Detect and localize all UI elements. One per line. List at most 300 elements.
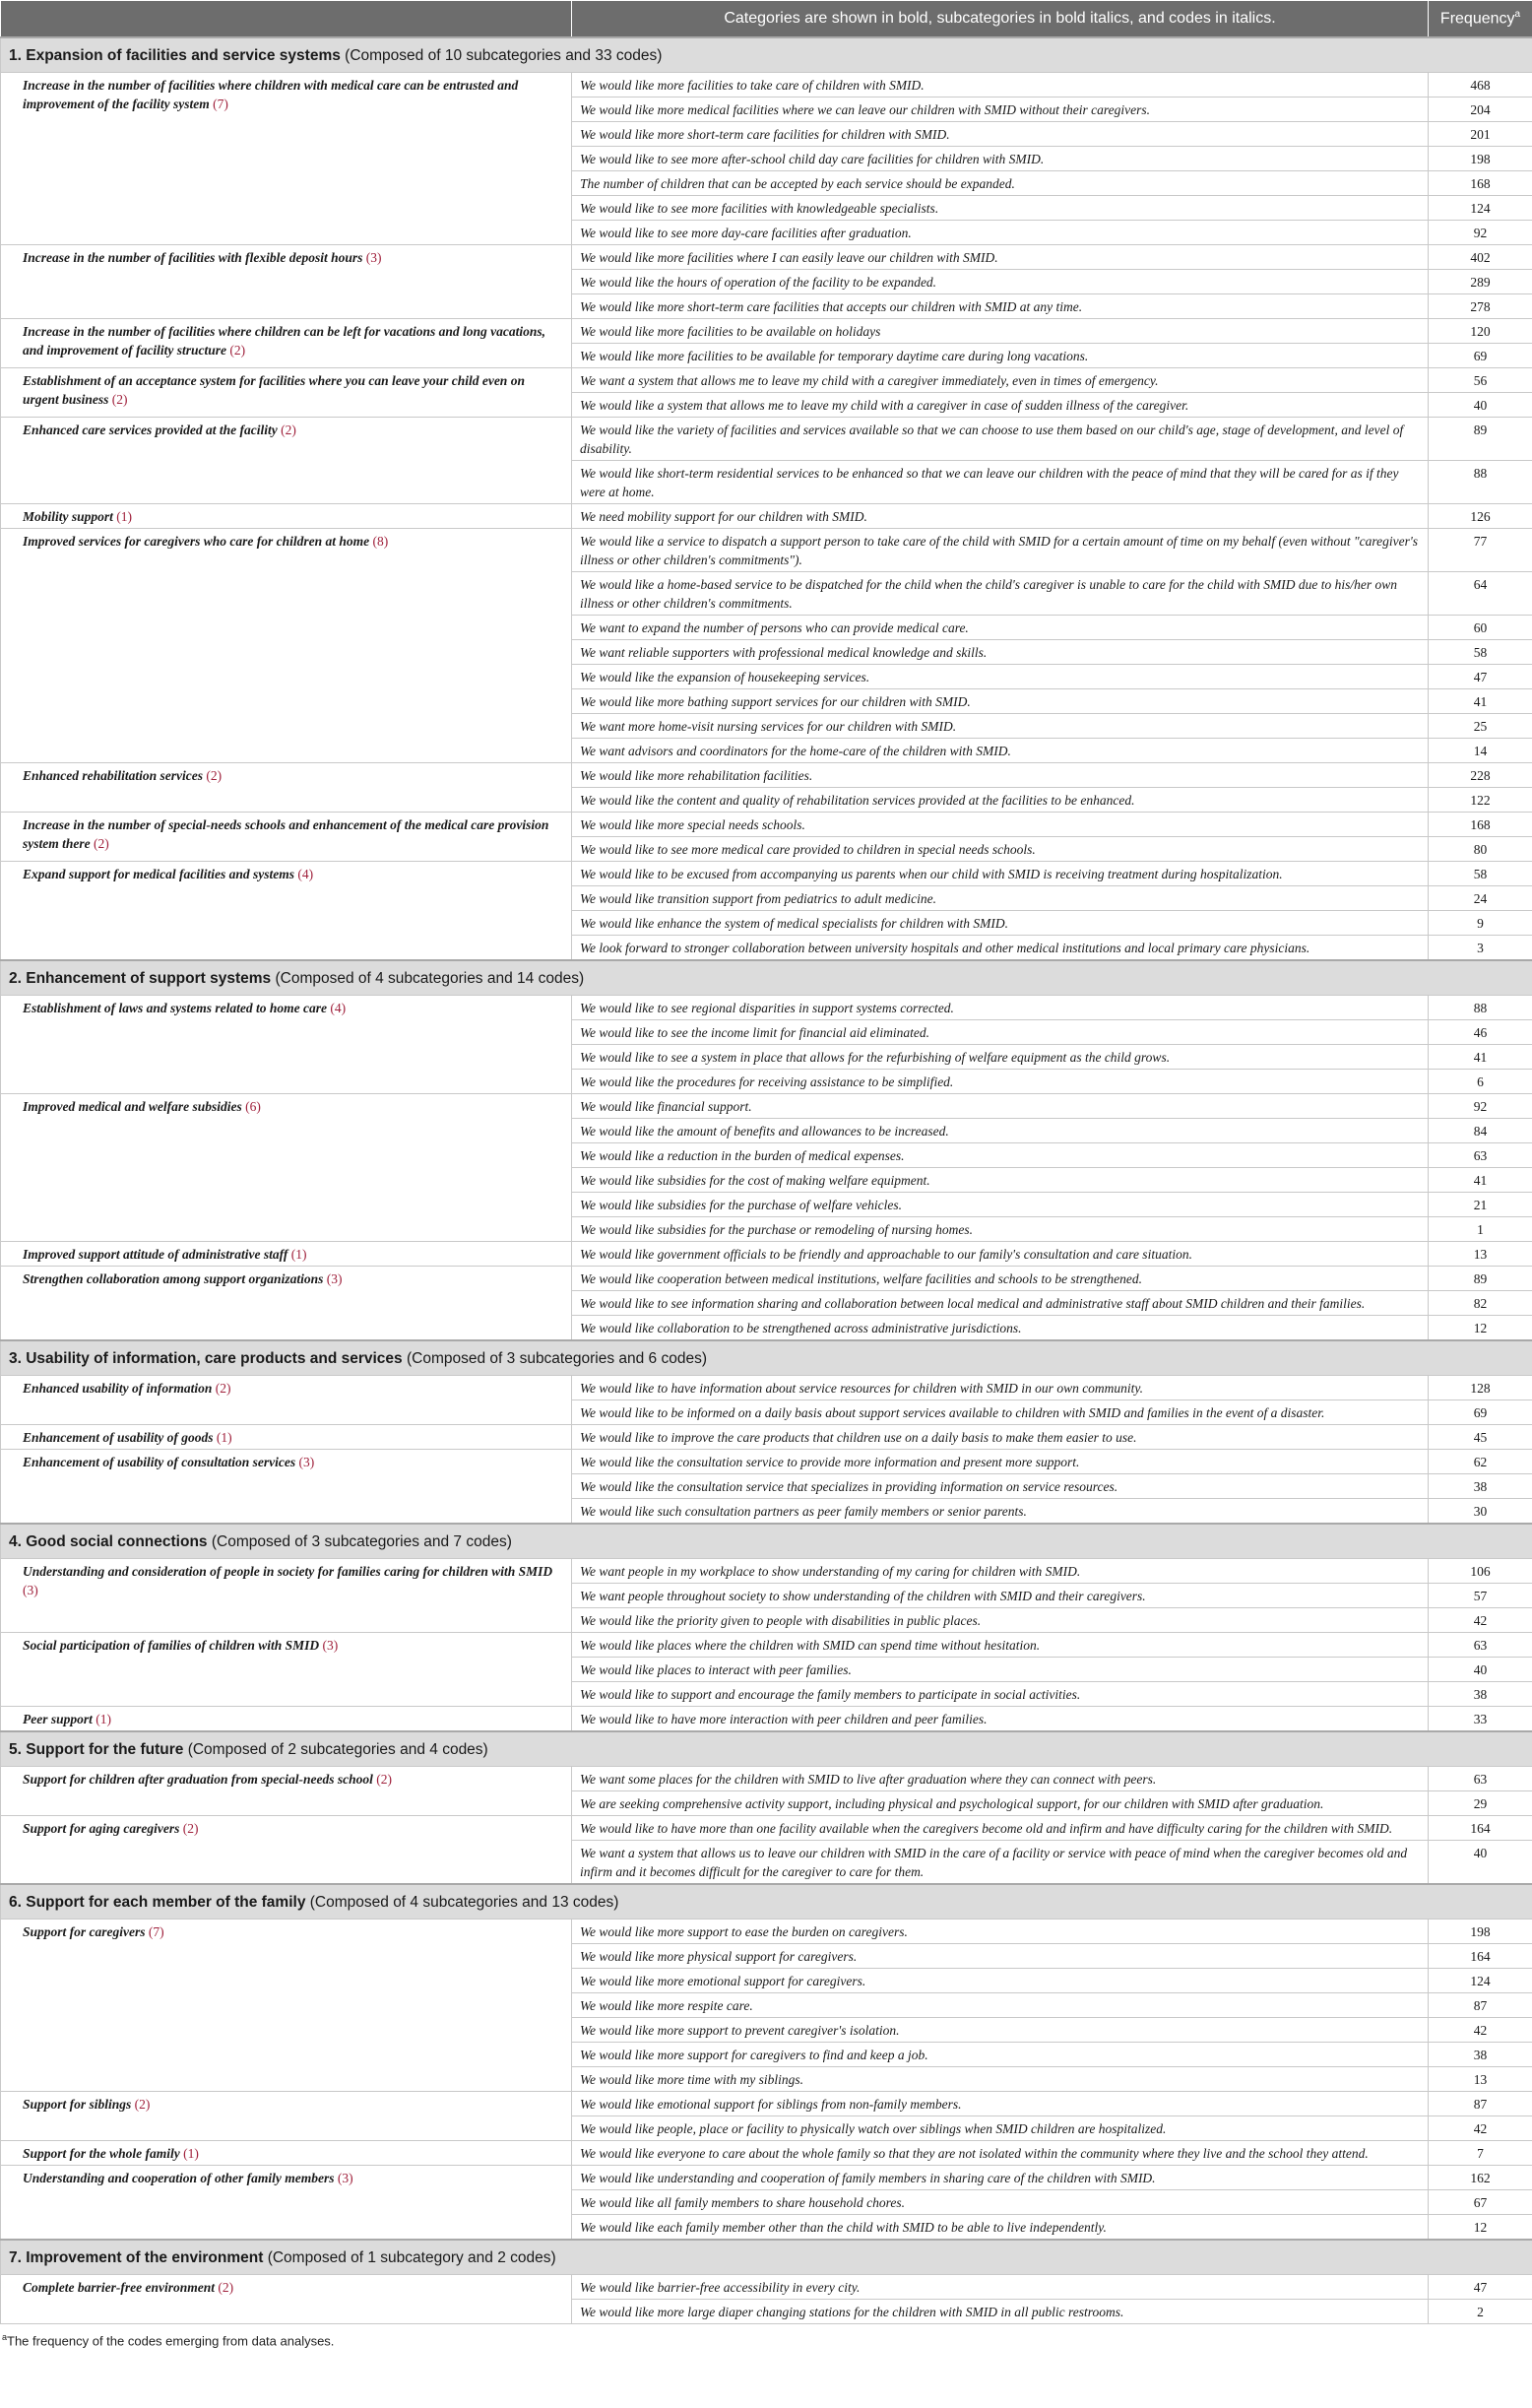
code-text: We would like to have more interaction with peer children and peer families. (572, 1707, 1429, 1732)
code-text: We would like each family member other than the child with SMID to be able to live independently. (572, 2215, 1429, 2241)
code-frequency: 42 (1429, 1608, 1532, 1633)
subcategory-cell (1, 1450, 572, 1525)
subcategory-name: Mobility support (23, 509, 113, 524)
code-text: We would like more facilities to take care of children with SMID. (572, 73, 1429, 98)
code-text: We would like to support and encourage the family members to participate in social activities. (572, 1682, 1429, 1707)
subcategory-cell (1, 1376, 572, 1425)
code-frequency: 21 (1429, 1193, 1532, 1217)
code-row (1, 813, 1532, 837)
code-frequency: 7 (1429, 2141, 1532, 2166)
code-frequency: 60 (1429, 616, 1532, 640)
code-text: We would like more respite care. (572, 1993, 1429, 2018)
subcategory-cell (1, 504, 572, 529)
category-composition: (Composed of 3 subcategories and 6 codes) (406, 1350, 707, 1367)
subcategory-cell (1, 862, 572, 961)
code-text: We would like subsidies for the purchase or remodeling of nursing homes. (572, 1217, 1429, 1242)
subcategory-name: Understanding and cooperation of other family members (23, 2171, 335, 2185)
code-row (1, 319, 1532, 344)
code-frequency: 25 (1429, 714, 1532, 739)
code-text: We would like a home-based service to be dispatched for the child when the child's caregiver is unable to care for the child with SMID due to his/her own illness or other children's commitments. (572, 572, 1429, 616)
code-frequency: 57 (1429, 1584, 1532, 1608)
subcategory-code-count: (3) (326, 1271, 343, 1286)
code-frequency: 47 (1429, 2275, 1532, 2300)
code-text: We would like to be informed on a daily basis about support services available to children with SMID and families in the event of a disaster. (572, 1400, 1429, 1425)
code-frequency: 63 (1429, 1767, 1532, 1791)
code-row (1, 2166, 1532, 2190)
code-row (1, 2092, 1532, 2116)
subcategory-code-count: (3) (298, 1455, 315, 1469)
frequency-label: Frequency (1439, 10, 1515, 28)
code-frequency: 33 (1429, 1707, 1532, 1732)
code-frequency: 168 (1429, 813, 1532, 837)
code-frequency: 12 (1429, 2215, 1532, 2241)
code-frequency: 164 (1429, 1816, 1532, 1841)
code-frequency: 38 (1429, 2043, 1532, 2067)
subcategory-cell (1, 2166, 572, 2241)
code-row (1, 2275, 1532, 2300)
subcategory-code-count: (3) (23, 1583, 38, 1597)
code-text: We would like a system that allows me to leave my child with a caregiver in case of sudden illness of the caregiver. (572, 393, 1429, 418)
code-row (1, 1450, 1532, 1474)
code-text: We would like emotional support for siblings from non-family members. (572, 2092, 1429, 2116)
subcategory-cell (1, 2275, 572, 2324)
subcategory-cell (1, 763, 572, 813)
code-frequency: 56 (1429, 368, 1532, 393)
subcategory-code-count: (3) (322, 1638, 339, 1653)
category-composition: (Composed of 10 subcategories and 33 codes) (345, 47, 663, 64)
subcategory-cell (1, 996, 572, 1094)
code-text: We would like government officials to be friendly and approachable to our family's consultation and care situation. (572, 1242, 1429, 1267)
subcategory-code-count: (1) (116, 509, 133, 524)
code-text: We would like more support for caregivers to find and keep a job. (572, 2043, 1429, 2067)
code-text: We would like the content and quality of rehabilitation services provided at the facilities to be enhanced. (572, 788, 1429, 813)
code-text: We would like subsidies for the cost of making welfare equipment. (572, 1168, 1429, 1193)
code-row (1, 862, 1532, 886)
category-row (1, 1340, 1532, 1376)
code-frequency: 63 (1429, 1633, 1532, 1658)
code-text: The number of children that can be accepted by each service should be expanded. (572, 171, 1429, 196)
code-frequency: 201 (1429, 122, 1532, 147)
code-frequency: 42 (1429, 2116, 1532, 2141)
code-frequency: 198 (1429, 1920, 1532, 1944)
code-text: We would like to see regional disparities in support systems corrected. (572, 996, 1429, 1020)
code-text: We would like to see information sharing and collaboration between local medical and administrative staff about SMID children and their families. (572, 1291, 1429, 1316)
code-text: We would like to see the income limit for financial aid eliminated. (572, 1020, 1429, 1045)
code-text: We want more home-visit nursing services for our children with SMID. (572, 714, 1429, 739)
subcategory-name: Social participation of families of children with SMID (23, 1638, 320, 1653)
code-frequency: 82 (1429, 1291, 1532, 1316)
code-text: We would like more special needs schools. (572, 813, 1429, 837)
code-text: We would like subsidies for the purchase of welfare vehicles. (572, 1193, 1429, 1217)
code-frequency: 13 (1429, 1242, 1532, 1267)
code-frequency: 47 (1429, 665, 1532, 689)
subcategory-cell (1, 1707, 572, 1732)
code-text: We would like to be excused from accompanying us parents when our child with SMID is receiving treatment during hospitalization. (572, 862, 1429, 886)
code-text: We want some places for the children with SMID to live after graduation where they can connect with peers. (572, 1767, 1429, 1791)
code-text: We would like more medical facilities where we can leave our children with SMID without their caregivers. (572, 98, 1429, 122)
subcategory-cell (1, 2141, 572, 2166)
subcategory-name: Support for the whole family (23, 2146, 180, 2161)
code-frequency: 12 (1429, 1316, 1532, 1341)
subcategory-code-count: (6) (245, 1099, 261, 1114)
code-frequency: 30 (1429, 1499, 1532, 1525)
code-frequency: 41 (1429, 1045, 1532, 1070)
code-row (1, 245, 1532, 270)
code-frequency: 84 (1429, 1119, 1532, 1143)
code-frequency: 120 (1429, 319, 1532, 344)
footnote-mark: a (2, 2332, 8, 2342)
header-col-3 (1429, 1, 1532, 38)
category-title: 5. Support for the future (9, 1741, 184, 1758)
code-text: We would like the consultation service that specializes in providing information on service resources. (572, 1474, 1429, 1499)
code-frequency: 228 (1429, 763, 1532, 788)
category-cell (1, 1731, 1532, 1767)
code-text: We would like the hours of operation of the facility to be expanded. (572, 270, 1429, 294)
code-frequency: 1 (1429, 1217, 1532, 1242)
code-frequency: 89 (1429, 418, 1532, 461)
code-frequency: 80 (1429, 837, 1532, 862)
code-text: We would like understanding and cooperation of family members in sharing care of the children with SMID. (572, 2166, 1429, 2190)
code-frequency: 106 (1429, 1559, 1532, 1584)
code-text: We would like enhance the system of medical specialists for children with SMID. (572, 911, 1429, 936)
code-text: We would like more support to ease the burden on caregivers. (572, 1920, 1429, 1944)
subcategory-cell (1, 1094, 572, 1242)
code-text: We would like such consultation partners as peer family members or senior parents. (572, 1499, 1429, 1525)
code-text: We would like cooperation between medical institutions, welfare facilities and schools to be strengthened. (572, 1267, 1429, 1291)
code-frequency: 62 (1429, 1450, 1532, 1474)
code-text: We would like to have information about service resources for children with SMID in our own community. (572, 1376, 1429, 1400)
code-row (1, 763, 1532, 788)
category-cell (1, 1524, 1532, 1559)
code-frequency: 198 (1429, 147, 1532, 171)
subcategory-code-count: (2) (94, 836, 109, 851)
code-text: We would like more emotional support for caregivers. (572, 1969, 1429, 1993)
code-row (1, 73, 1532, 98)
code-text: We would like more physical support for caregivers. (572, 1944, 1429, 1969)
code-text: We want reliable supporters with professional medical knowledge and skills. (572, 640, 1429, 665)
frequency-footnote-mark: a (1514, 9, 1521, 21)
code-text: We would like places where the children with SMID can spend time without hesitation. (572, 1633, 1429, 1658)
subcategory-code-count: (2) (111, 392, 128, 407)
code-frequency: 41 (1429, 1168, 1532, 1193)
subcategory-code-count: (3) (365, 250, 382, 265)
subcategory-code-count: (1) (183, 2146, 199, 2161)
table-footnote (0, 2324, 1532, 2348)
code-frequency: 168 (1429, 171, 1532, 196)
subcategory-cell (1, 2092, 572, 2141)
subcategory-code-count: (2) (218, 2280, 234, 2295)
footnote-text: The frequency of the codes emerging from data analyses. (7, 2333, 335, 2349)
code-frequency: 40 (1429, 1841, 1532, 1885)
category-title: 7. Improvement of the environment (9, 2249, 264, 2266)
code-row (1, 996, 1532, 1020)
code-text: We would like more facilities where I can easily leave our children with SMID. (572, 245, 1429, 270)
code-text: We want people throughout society to show understanding of the children with SMID and their caregivers. (572, 1584, 1429, 1608)
code-text: We would like more large diaper changing stations for the children with SMID in all public restrooms. (572, 2300, 1429, 2324)
code-text: We would like more short-term care facilities for children with SMID. (572, 122, 1429, 147)
category-title: 1. Expansion of facilities and service systems (9, 47, 341, 64)
code-frequency: 289 (1429, 270, 1532, 294)
code-text: We would like to see more facilities with knowledgeable specialists. (572, 196, 1429, 221)
code-frequency: 402 (1429, 245, 1532, 270)
subcategory-code-count: (1) (216, 1430, 232, 1445)
code-frequency: 124 (1429, 1969, 1532, 1993)
subcategory-name: Establishment of laws and systems related to home care (23, 1001, 328, 1015)
header-row (1, 1, 1532, 38)
subcategory-code-count: (2) (281, 423, 296, 437)
category-composition: (Composed of 1 subcategory and 2 codes) (267, 2249, 556, 2266)
code-row (1, 418, 1532, 461)
subcategory-cell (1, 529, 572, 763)
code-text: We would like the amount of benefits and allowances to be increased. (572, 1119, 1429, 1143)
subcategory-name: Establishment of an acceptance system for facilities where you can leave your child even on urgent business (23, 373, 525, 407)
code-frequency: 2 (1429, 2300, 1532, 2324)
subcategory-name: Increase in the number of special-needs schools and enhancement of the medical care provision system there (23, 817, 549, 851)
subcategory-cell (1, 1559, 572, 1633)
code-frequency: 29 (1429, 1791, 1532, 1816)
code-text: We would like the procedures for receiving assistance to be simplified. (572, 1070, 1429, 1094)
code-text: We would like to see more medical care provided to children in special needs schools. (572, 837, 1429, 862)
subcategory-name: Increase in the number of facilities with flexible deposit hours (23, 250, 363, 265)
code-frequency: 64 (1429, 572, 1532, 616)
code-text: We want people in my workplace to show understanding of my caring for children with SMID. (572, 1559, 1429, 1584)
code-row (1, 1242, 1532, 1267)
subcategory-code-count: (2) (206, 768, 223, 783)
code-row (1, 1376, 1532, 1400)
code-frequency: 40 (1429, 393, 1532, 418)
subcategory-name: Improved medical and welfare subsidies (23, 1099, 242, 1114)
subcategory-code-count: (4) (330, 1001, 347, 1015)
code-frequency: 87 (1429, 2092, 1532, 2116)
category-row (1, 37, 1532, 73)
subcategory-name: Support for aging caregivers (23, 1821, 180, 1836)
category-row (1, 1524, 1532, 1559)
category-row (1, 2240, 1532, 2275)
subcategory-name: Enhanced care services provided at the facility (23, 423, 278, 437)
code-text: We are seeking comprehensive activity support, including physical and psychological support, for our children with SMID after graduation. (572, 1791, 1429, 1816)
subcategory-name: Understanding and consideration of people in society for families caring for children with SMID (23, 1564, 553, 1579)
code-text: We would like barrier-free accessibility in every city. (572, 2275, 1429, 2300)
category-composition: (Composed of 4 subcategories and 14 codes) (275, 970, 585, 987)
category-cell (1, 1340, 1532, 1376)
category-title: 4. Good social connections (9, 1533, 208, 1550)
code-frequency: 92 (1429, 221, 1532, 245)
code-frequency: 164 (1429, 1944, 1532, 1969)
category-row (1, 1884, 1532, 1920)
subcategory-name: Expand support for medical facilities and systems (23, 867, 295, 881)
subcategory-code-count: (7) (213, 97, 228, 111)
subcategory-name: Enhancement of usability of goods (23, 1430, 214, 1445)
code-frequency: 468 (1429, 73, 1532, 98)
code-row (1, 1707, 1532, 1732)
code-frequency: 88 (1429, 996, 1532, 1020)
code-row (1, 1559, 1532, 1584)
code-frequency: 6 (1429, 1070, 1532, 1094)
code-text: We would like more rehabilitation facilities. (572, 763, 1429, 788)
code-text: We would like financial support. (572, 1094, 1429, 1119)
code-text: We want advisors and coordinators for the home-care of the children with SMID. (572, 739, 1429, 763)
category-title: 3. Usability of information, care products and services (9, 1350, 403, 1367)
code-frequency: 58 (1429, 640, 1532, 665)
subcategory-code-count: (1) (290, 1247, 307, 1262)
subcategory-code-count: (8) (372, 534, 389, 549)
subcategory-cell (1, 813, 572, 862)
subcategory-code-count: (3) (337, 2171, 353, 2185)
code-text: We would like to see more after-school child day care facilities for children with SMID. (572, 147, 1429, 171)
code-text: We would like people, place or facility to physically watch over siblings when SMID children are hospitalized. (572, 2116, 1429, 2141)
subcategory-name: Enhanced rehabilitation services (23, 768, 204, 783)
code-frequency: 69 (1429, 344, 1532, 368)
code-frequency: 38 (1429, 1682, 1532, 1707)
subcategory-name: Strengthen collaboration among support organizations (23, 1271, 324, 1286)
subcategory-cell (1, 1425, 572, 1450)
code-frequency: 122 (1429, 788, 1532, 813)
code-frequency: 162 (1429, 2166, 1532, 2190)
code-frequency: 278 (1429, 294, 1532, 319)
code-text: We would like more facilities to be available on holidays (572, 319, 1429, 344)
code-frequency: 89 (1429, 1267, 1532, 1291)
code-text: We would like everyone to care about the whole family so that they are not isolated within the community where they live and the school they attend. (572, 2141, 1429, 2166)
category-composition: (Composed of 2 subcategories and 4 codes) (187, 1741, 488, 1758)
code-frequency: 124 (1429, 196, 1532, 221)
code-text: We would like places to interact with peer families. (572, 1658, 1429, 1682)
subcategory-name: Improved services for caregivers who care for children at home (23, 534, 370, 549)
code-text: We would like to see more day-care facilities after graduation. (572, 221, 1429, 245)
code-text: We would like more support to prevent caregiver's isolation. (572, 2018, 1429, 2043)
category-title: 2. Enhancement of support systems (9, 970, 272, 987)
code-text: We would like more short-term care facilities that accepts our children with SMID at any time. (572, 294, 1429, 319)
category-row (1, 1731, 1532, 1767)
code-frequency: 87 (1429, 1993, 1532, 2018)
subcategory-cell (1, 1633, 572, 1707)
code-text: We would like the consultation service to provide more information and present more support. (572, 1450, 1429, 1474)
subcategory-code-count: (2) (215, 1381, 231, 1396)
code-row (1, 1633, 1532, 1658)
subcategory-name: Enhanced usability of information (23, 1381, 213, 1396)
code-text: We would like the priority given to people with disabilities in public places. (572, 1608, 1429, 1633)
subcategory-code-count: (2) (134, 2097, 151, 2112)
code-frequency: 204 (1429, 98, 1532, 122)
subcategory-code-count: (1) (96, 1712, 111, 1726)
subcategory-cell (1, 1242, 572, 1267)
code-frequency: 3 (1429, 936, 1532, 961)
code-row (1, 1267, 1532, 1291)
code-row (1, 1920, 1532, 1944)
code-frequency: 42 (1429, 2018, 1532, 2043)
code-text: We would like to see a system in place that allows for the refurbishing of welfare equipment as the child grows. (572, 1045, 1429, 1070)
code-text: We would like the expansion of housekeeping services. (572, 665, 1429, 689)
subcategory-code-count: (4) (297, 867, 314, 881)
category-cell (1, 37, 1532, 73)
code-text: We look forward to stronger collaboration between university hospitals and other medical institutions and local primary care physicians. (572, 936, 1429, 961)
code-frequency: 88 (1429, 461, 1532, 504)
code-text: We want a system that allows us to leave our children with SMID in the care of a facility or service with peace of mind when the caregiver becomes old and infirm and it becomes difficult for the caregiver to care for them. (572, 1841, 1429, 1885)
code-text: We would like collaboration to be strengthened across administrative jurisdictions. (572, 1316, 1429, 1341)
code-text: We would like a reduction in the burden of medical expenses. (572, 1143, 1429, 1168)
code-text: We would like the variety of facilities and services available so that we can choose to use them based on our child's age, stage of development, and level of disability. (572, 418, 1429, 461)
code-frequency: 46 (1429, 1020, 1532, 1045)
subcategory-name: Increase in the number of facilities where children can be left for vacations and long vacations, and improvement of facility structure (23, 324, 545, 358)
code-frequency: 126 (1429, 504, 1532, 529)
subcategory-code-count: (7) (148, 1924, 164, 1939)
code-text: We need mobility support for our children with SMID. (572, 504, 1429, 529)
code-row (1, 1094, 1532, 1119)
code-row (1, 1425, 1532, 1450)
code-frequency: 67 (1429, 2190, 1532, 2215)
code-frequency: 45 (1429, 1425, 1532, 1450)
code-frequency: 38 (1429, 1474, 1532, 1499)
code-row (1, 2141, 1532, 2166)
code-row (1, 368, 1532, 393)
code-frequency: 9 (1429, 911, 1532, 936)
subcategory-name: Complete barrier-free environment (23, 2280, 215, 2295)
subcategory-cell (1, 73, 572, 245)
code-frequency: 69 (1429, 1400, 1532, 1425)
subcategory-name: Improved support attitude of administrative staff (23, 1247, 288, 1262)
code-row (1, 1816, 1532, 1841)
category-title: 6. Support for each member of the family (9, 1894, 306, 1911)
code-frequency: 77 (1429, 529, 1532, 572)
category-cell (1, 2240, 1532, 2275)
code-row (1, 529, 1532, 572)
header-col-2: Categories are shown in bold, subcategories in bold italics, and codes in italics. (572, 1, 1429, 38)
code-frequency: 14 (1429, 739, 1532, 763)
subcategory-cell (1, 1767, 572, 1816)
subcategory-name: Peer support (23, 1712, 93, 1726)
code-text: We want to expand the number of persons who can provide medical care. (572, 616, 1429, 640)
code-text: We would like to have more than one facility available when the caregivers become old and infirm and have difficulty caring for the children with SMID. (572, 1816, 1429, 1841)
subcategory-name: Support for siblings (23, 2097, 132, 2112)
code-row (1, 504, 1532, 529)
subcategory-cell (1, 418, 572, 504)
subcategory-name: Support for children after graduation from special-needs school (23, 1772, 373, 1787)
code-text: We would like more facilities to be available for temporary daytime care during long vacations. (572, 344, 1429, 368)
category-row (1, 960, 1532, 996)
subcategory-cell (1, 319, 572, 368)
code-row (1, 1767, 1532, 1791)
code-frequency: 128 (1429, 1376, 1532, 1400)
code-frequency: 13 (1429, 2067, 1532, 2092)
subcategory-cell (1, 245, 572, 319)
code-text: We would like short-term residential services to be enhanced so that we can leave our children with the peace of mind that they will be cared for as if they were at home. (572, 461, 1429, 504)
subcategory-code-count: (2) (182, 1821, 199, 1836)
code-text: We would like more time with my siblings. (572, 2067, 1429, 2092)
category-composition: (Composed of 3 subcategories and 7 codes) (211, 1533, 512, 1550)
subcategory-name: Increase in the number of facilities where children with medical care can be entrusted and improvement of the facility system (23, 78, 519, 111)
subcategory-name: Support for caregivers (23, 1924, 146, 1939)
code-frequency: 63 (1429, 1143, 1532, 1168)
category-cell (1, 960, 1532, 996)
table-body (1, 37, 1532, 2324)
code-text: We would like to improve the care products that children use on a daily basis to make them easier to use. (572, 1425, 1429, 1450)
header-col-1 (1, 1, 572, 38)
subcategory-name: Enhancement of usability of consultation services (23, 1455, 296, 1469)
code-frequency: 24 (1429, 886, 1532, 911)
subcategory-cell (1, 368, 572, 418)
category-cell (1, 1884, 1532, 1920)
code-frequency: 58 (1429, 862, 1532, 886)
code-text: We would like a service to dispatch a support person to take care of the child with SMID for a certain amount of time on my behalf (even without "caregiver's illness or other children's commitments"). (572, 529, 1429, 572)
code-text: We would like transition support from pediatrics to adult medicine. (572, 886, 1429, 911)
code-frequency: 41 (1429, 689, 1532, 714)
code-text: We would like all family members to share household chores. (572, 2190, 1429, 2215)
code-frequency: 92 (1429, 1094, 1532, 1119)
subcategory-cell (1, 1816, 572, 1885)
subcategory-code-count: (2) (376, 1772, 393, 1787)
subcategory-cell (1, 1267, 572, 1341)
code-text: We want a system that allows me to leave my child with a caregiver immediately, even in times of emergency. (572, 368, 1429, 393)
subcategory-cell (1, 1920, 572, 2092)
